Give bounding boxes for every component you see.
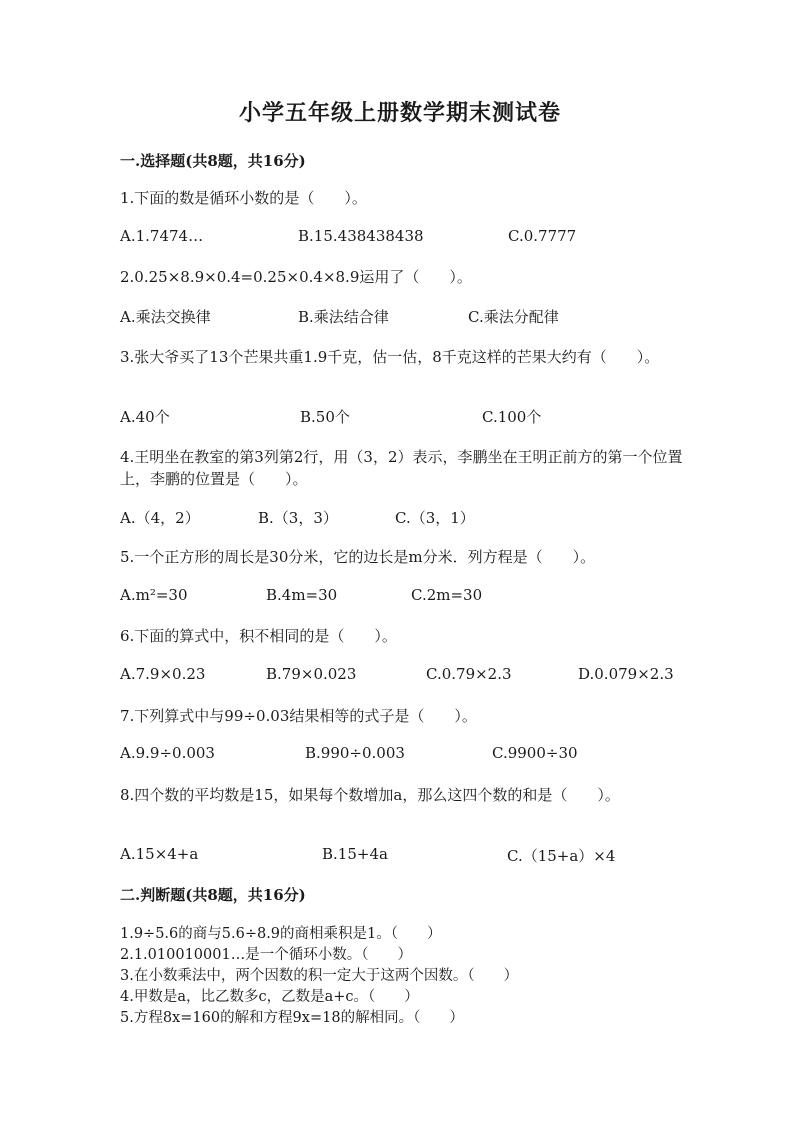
question-4: 4.王明坐在教室的第3列第2行，用（3，2）表示，李鹏坐在王明正前方的第一个位置上，李鹏的位置是（ ）。 [120, 448, 683, 488]
q4-option-a: A.（4，2） [120, 509, 200, 527]
q2-option-b: B.乘法结合律 [298, 308, 389, 326]
judgment-item: 5.方程8x=160的解和方程9x=18的解相同。（ ） [120, 1010, 464, 1026]
q8-option-a: A.15×4+a [120, 845, 199, 863]
q1-option-c: C.0.7777 [508, 227, 577, 245]
question-1: 1.下面的数是循环小数的是（ ）。 [120, 189, 367, 207]
question-8: 8.四个数的平均数是15，如果每个数增加a，那么这四个数的和是（ ）。 [120, 786, 620, 804]
judgment-item: 3.在小数乘法中，两个因数的积一定大于这两个因数。（ ） [120, 968, 519, 984]
question-5: 5.一个正方形的周长是30分米，它的边长是m分米．列方程是（ ）。 [120, 548, 596, 566]
q7-option-c: C.9900÷30 [492, 744, 578, 762]
q5-option-c: C.2m=30 [411, 586, 483, 604]
section-heading-judgment: 二.判断题(共8题，共16分) [120, 886, 306, 904]
q1-option-a: A.1.7474… [120, 227, 204, 245]
q6-option-a: A.7.9×0.23 [120, 665, 206, 683]
question-3: 3.张大爷买了13个芒果共重1.9千克，估一估，8千克这样的芒果大约有（ ）。 [120, 348, 660, 366]
q4-option-c: C.（3，1） [395, 509, 475, 527]
judgment-item: 1.9÷5.6的商与5.6÷8.9的商相乘积是1。（ ） [120, 926, 442, 942]
q6-option-d: D.0.079×2.3 [578, 665, 674, 683]
q6-option-c: C.0.79×2.3 [426, 665, 512, 683]
q8-option-c: C.（15+a）×4 [507, 847, 616, 865]
section-heading-choice: 一.选择题(共8题，共16分) [120, 152, 306, 170]
judgment-item: 4.甲数是a，比乙数多c，乙数是a+c。（ ） [120, 989, 419, 1005]
q5-option-a: A.m²=30 [120, 586, 188, 604]
q7-option-a: A.9.9÷0.003 [120, 744, 215, 762]
q6-option-b: B.79×0.023 [266, 665, 357, 683]
q3-option-b: B.50个 [300, 408, 350, 426]
page-title: 小学五年级上册数学期末测试卷 [238, 100, 561, 126]
q8-option-b: B.15+4a [322, 845, 388, 863]
question-2: 2.0.25×8.9×0.4=0.25×0.4×8.9运用了（ ）。 [120, 268, 472, 286]
q7-option-b: B.990÷0.003 [305, 744, 405, 762]
question-7: 7.下列算式中与99÷0.03结果相等的式子是（ ）。 [120, 707, 477, 725]
q3-option-c: C.100个 [482, 408, 542, 426]
q4-option-b: B.（3，3） [258, 509, 338, 527]
q1-option-b: B.15.438438438 [298, 227, 424, 245]
question-6: 6.下面的算式中，积不相同的是（ ）。 [120, 627, 397, 645]
q5-option-b: B.4m=30 [266, 586, 338, 604]
q2-option-a: A.乘法交换律 [120, 308, 211, 326]
q3-option-a: A.40个 [120, 408, 170, 426]
q2-option-c: C.乘法分配律 [468, 308, 559, 326]
judgment-item: 2.1.010010001…是一个循环小数。（ ） [120, 947, 412, 963]
